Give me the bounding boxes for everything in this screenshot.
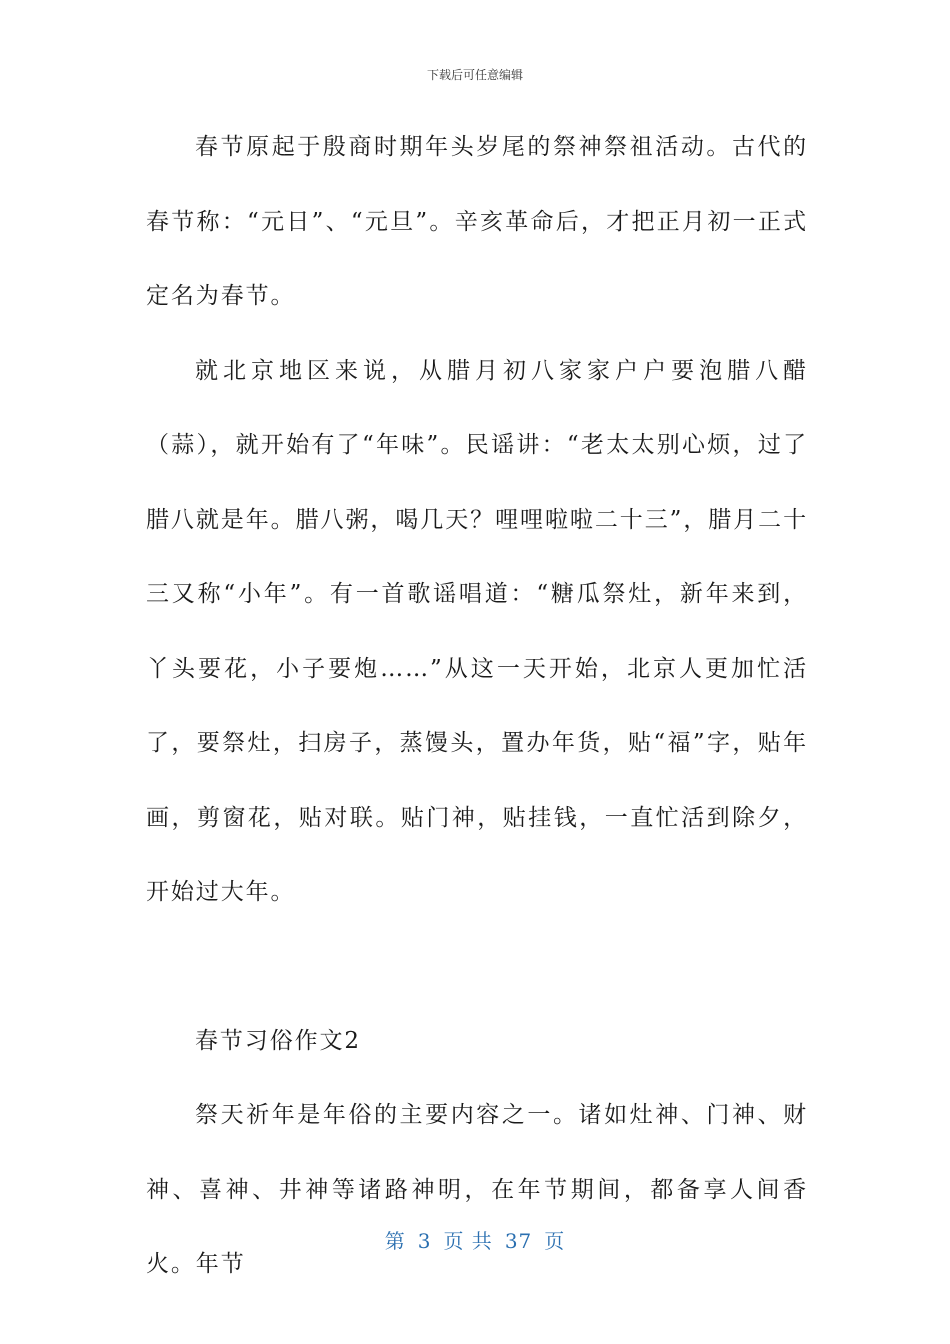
section-heading: 春节习俗作文2 <box>195 1027 361 1054</box>
footer-total-pages: 37 <box>504 1229 533 1253</box>
footer-suffix: 页 <box>544 1229 566 1253</box>
page-footer <box>0 1225 950 1254</box>
document-body <box>146 110 808 1302</box>
page-header <box>0 66 950 83</box>
footer-page-number: 3 <box>417 1229 432 1253</box>
paragraph-3: 祭天祈年是年俗的主要内容之一。诸如灶神、门神、财神、喜神、井神等诸路神明，在年节期间，都备享人间香火。年节 <box>146 1102 808 1277</box>
paragraph-1: 春节原起于殷商时期年头岁尾的祭神祭祖活动。古代的春节称：“元日”、“元旦”。辛亥革命后，才把正月初一正式定名为春节。 <box>146 134 808 309</box>
header-text: 下载后可任意编辑 <box>426 68 523 82</box>
footer-middle: 页 共 <box>443 1229 493 1253</box>
section-gap <box>146 930 808 1004</box>
footer-prefix: 第 <box>384 1229 406 1253</box>
paragraph-2: 就北京地区来说，从腊月初八家家户户要泡腊八醋（蒜），就开始有了“年味”。民谣讲：“老太太别心烦，过了腊八就是年。腊八粥，喝几天？哩哩啦啦二十三”，腊月二十三又称“小年”。有一首歌谣唱道：“糖瓜祭灶，新年来到，丫头要花，小子要炮……”从这一天开始，北京人更加忙活了，要祭灶，扫房子，蒸馒头，置办年货，贴“福”字，贴年画，剪窗花，贴对联。贴门神，贴挂钱，一直忙活到除夕，开始过大年。 <box>146 357 808 905</box>
